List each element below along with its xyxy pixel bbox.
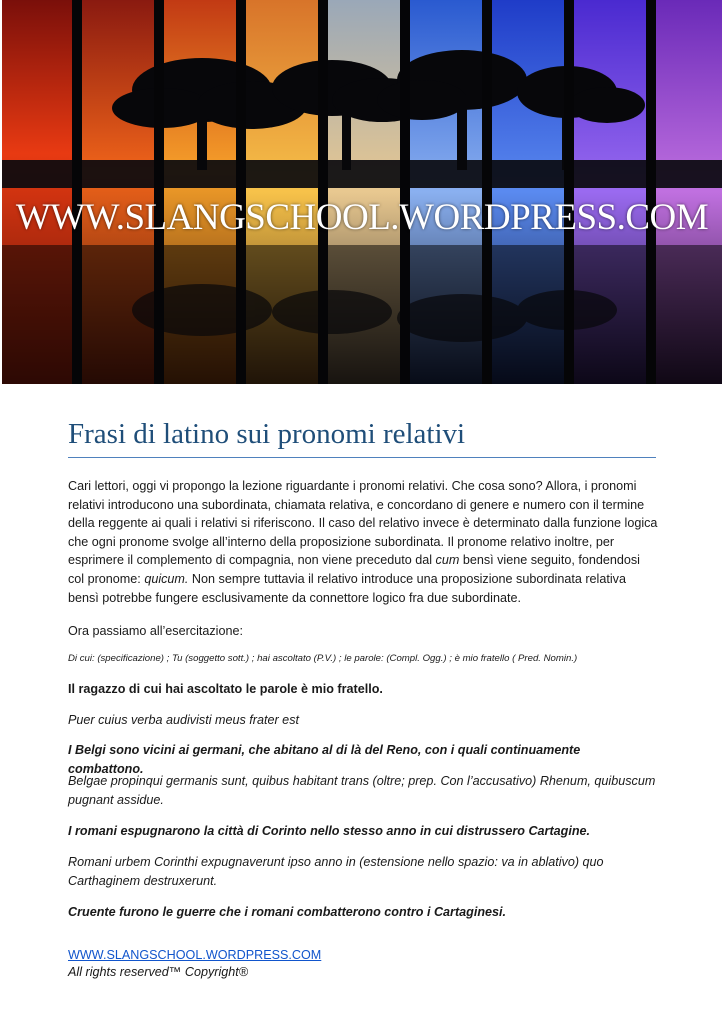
footer-copyright: All rights reserved™ Copyright® bbox=[68, 965, 249, 979]
intro-emphasis-cum: cum bbox=[435, 553, 460, 568]
sentence-1-latin: Puer cuius verba audivisti meus frater est bbox=[68, 713, 299, 727]
intro-emphasis-quicum: quicum. bbox=[144, 571, 189, 586]
page-title: Frasi di latino sui pronomi relativi bbox=[68, 418, 656, 458]
sentence-1-italian: Il ragazzo di cui hai ascoltato le parole è mio fratello. bbox=[68, 682, 383, 696]
sentence-3-latin: Romani urbem Corinthi expugnaverunt ipso anno in (estensione nello spazio: va in ablativo) quo Carthaginem destruxerunt. bbox=[68, 855, 604, 888]
footer-site-link[interactable]: WWW.SLANGSCHOOL.WORDPRESS.COM bbox=[68, 948, 322, 962]
sentence-4-italian: Cruente furono le guerre che i romani combatterono contro i Cartaginesi. bbox=[68, 905, 507, 919]
intro-text-1: Cari lettori, oggi vi propongo la lezione riguardante i pronomi relativi. Che cosa sono? Allora, i pronomi relativi introducono una subordinata, chiamata relativa, e concordano di genere e numero con il termine della reggente ai quali i relativi si riferiscono. Il caso del relativo invece è determinato dalla funzione logica che ogni pronome svolge all’interno della proposizione subordinata. Il pronome relativo inoltre, per esprimere il complemento di compagnia, non viene preceduto dal bbox=[68, 479, 658, 568]
header-banner bbox=[2, 0, 722, 384]
sentence-3-italian: I romani espugnarono la città di Corinto nello stesso anno in cui distrussero Cartagine. bbox=[68, 824, 591, 838]
sentence-2-italian: I Belgi sono vicini ai germani, che abitano al di là del Reno, con i quali continuamente combattono. bbox=[68, 743, 581, 776]
intro-paragraph bbox=[68, 477, 658, 607]
intro-text-2: bensì viene seguito, fondendosi col pronome: bbox=[68, 553, 640, 586]
sentence-2-latin: Belgae propinqui germanis sunt, quibus habitant trans (oltre; prep. Con l’accusativo) Rhenum, quibuscum pugnant assidue. bbox=[68, 774, 656, 807]
exercise-intro: Ora passiamo all’esercitazione: bbox=[68, 624, 243, 638]
grammar-analysis: Di cui: (specificazione) ; Tu (soggetto sott.) ; hai ascoltato (P.V.) ; le parole: (Compl. Ogg.) ; è mio fratello ( Pred. Nomin.) bbox=[68, 653, 578, 664]
intro-text-3: Non sempre tuttavia il relativo introduce una proposizione subordinata relativa bensì potrebbe fungere esclusivamente da connettore logico fra due subordinate. bbox=[68, 571, 626, 605]
banner-site-url: WWW.SLANGSCHOOL.WORDPRESS.COM bbox=[15, 197, 709, 238]
banner-image bbox=[2, 0, 722, 384]
